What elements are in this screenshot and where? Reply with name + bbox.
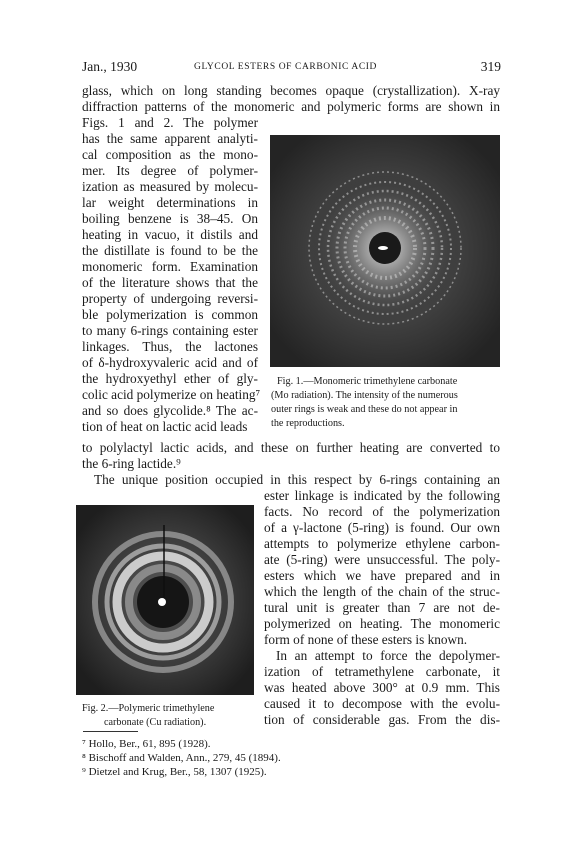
caption-line: carbonate (Cu radiation). <box>104 717 207 728</box>
body-line: of the literature shows that the <box>82 275 258 290</box>
body-line: was heated above 300° at 0.9 mm. This <box>264 680 500 695</box>
caption-line: (Mo radiation). The intensity of the numerous <box>271 390 458 401</box>
body-line: of δ-hydroxyvaleric acid and of <box>82 355 258 370</box>
caption-line: outer rings is weak and these do not appear in <box>271 404 458 415</box>
body-line: lar weight determinations in <box>82 195 258 210</box>
body-line: attempts to polymerize ethylene carbon- <box>264 536 500 551</box>
body-line: the distillate is found to be the <box>82 243 258 258</box>
body-line: ate (5-ring) were unsuccessful. The poly- <box>264 552 500 567</box>
caption-line: Fig. 2.—Polymeric trimethylene <box>82 703 215 714</box>
body-line: caused it to decompose with the evolu- <box>264 696 500 711</box>
body-line: to polylactyl lactic acids, and these on further heating are converted to <box>82 440 500 455</box>
caption-line: the reproductions. <box>271 418 345 429</box>
body-line: cal composition as the mono- <box>82 147 258 162</box>
body-line: mer. Its degree of polymer- <box>82 163 258 178</box>
header-date: Jan., 1930 <box>82 59 138 74</box>
body-line: diffraction patterns of the monomeric and polymeric forms are shown in <box>82 99 500 114</box>
body-line: and so does glycolide.⁸ The ac- <box>82 403 258 418</box>
body-line: to many 6-rings containing ester <box>82 323 258 338</box>
body-line: ization as measured by molecu- <box>82 179 258 194</box>
body-line: tion of considerable gas. From the dis- <box>264 712 500 727</box>
caption-line: Fig. 1.—Monomeric trimethylene carbonate <box>277 376 458 387</box>
body-line: polymerized on heating. The monomeric <box>264 616 500 631</box>
body-line: of a γ-lactone (5-ring) is found. Our own <box>264 520 500 535</box>
body-line: colic acid polymerize on heating⁷ <box>82 387 261 402</box>
body-line: property of undergoing reversi- <box>82 291 258 306</box>
body-line: esters which we have prepared and in <box>264 568 500 583</box>
body-line: Figs. 1 and 2. The polymer <box>82 115 258 130</box>
page-number: 319 <box>480 59 501 74</box>
body-line: glass, which on long standing becomes opaque (crystallization). X-ray <box>82 83 500 98</box>
body-line: tural unit is greater than 7 are not de- <box>264 600 500 615</box>
body-line: ization of tetramethylene carbonate, it <box>264 664 500 679</box>
body-line: which the length of the chain of the struc- <box>264 584 500 599</box>
figure-2-diffraction-pattern <box>76 505 254 695</box>
running-title: GLYCOL ESTERS OF CARBONIC ACID <box>194 62 377 72</box>
body-line: In an attempt to force the depolymer- <box>276 648 500 663</box>
body-line: linkages. Thus, the lactones <box>82 339 258 354</box>
footnote: ⁷ Hollo, Ber., 61, 895 (1928). <box>82 738 211 750</box>
body-line: the hydroxyethyl ether of gly- <box>82 371 258 386</box>
diffraction-rings-image <box>76 505 254 695</box>
body-line: ester linkage is indicated by the following <box>264 488 500 503</box>
figure-1-diffraction-pattern <box>270 135 500 367</box>
body-line: monomeric form. Examination <box>82 259 258 274</box>
body-line: tion of heat on lactic acid leads <box>82 419 248 434</box>
footnote: ⁸ Bischoff and Walden, Ann., 279, 45 (1894). <box>82 752 281 764</box>
body-line: ble polymerization is common <box>82 307 258 322</box>
footnote-rule <box>83 731 138 732</box>
body-line: form of none of these esters is known. <box>264 632 468 647</box>
diffraction-rings-image <box>270 135 500 367</box>
body-line: facts. No record of the polymerization <box>264 504 500 519</box>
body-line: has the same apparent analyti- <box>82 131 258 146</box>
body-line: The unique position occupied in this respect by 6-rings containing an <box>94 472 500 487</box>
body-line: the 6-ring lactide.⁹ <box>82 456 181 471</box>
body-line: boiling benzene is 38–45. On <box>82 211 258 226</box>
footnote: ⁹ Dietzel and Krug, Ber., 58, 1307 (1925). <box>82 766 267 778</box>
body-line: heating in vacuo, it distils and <box>82 227 258 242</box>
